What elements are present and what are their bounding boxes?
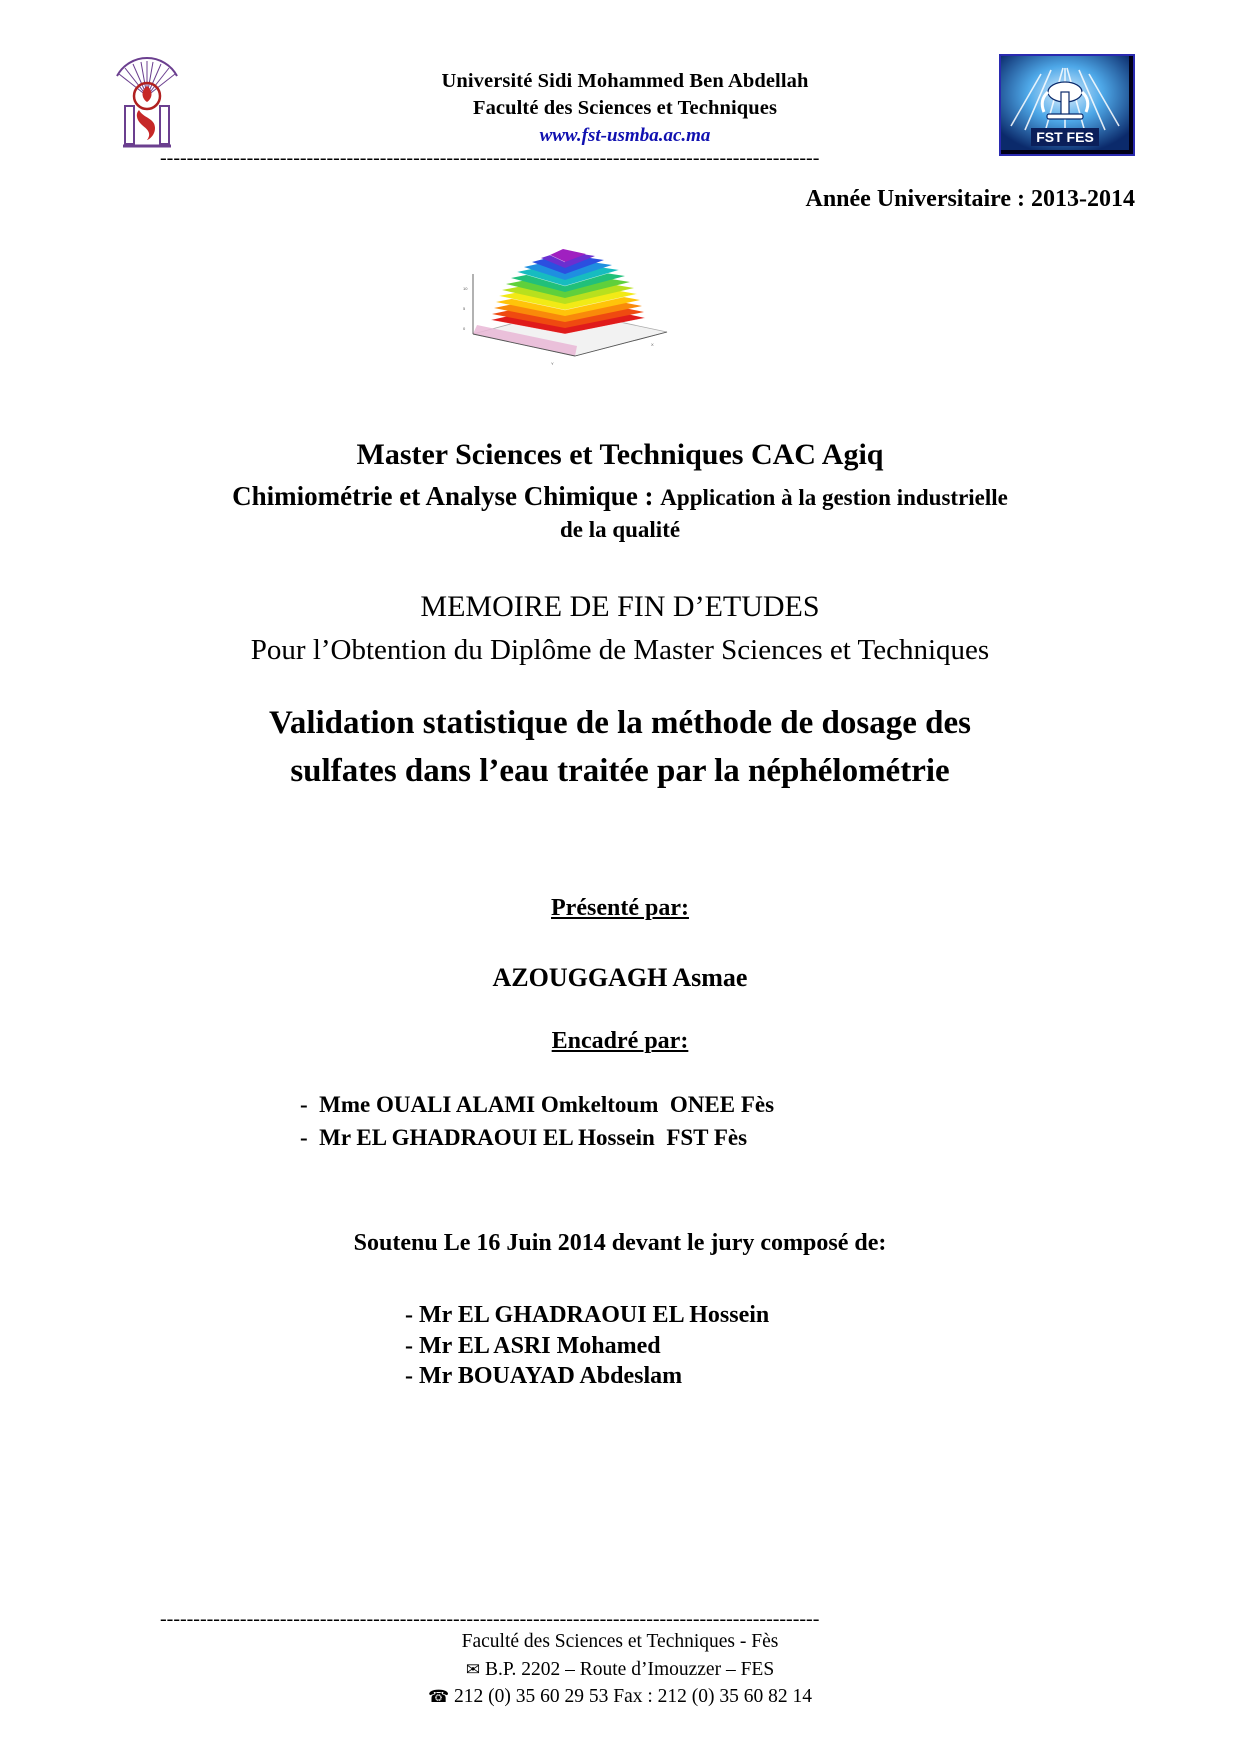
supervisors-list bbox=[300, 1088, 774, 1155]
footer-institution: Faculté des Sciences et Techniques - Fès bbox=[461, 1631, 779, 1652]
header-institution-block bbox=[275, 68, 975, 148]
supervised-by-text: Encadré par: bbox=[551, 1028, 689, 1054]
mail-icon: ✉ bbox=[465, 1659, 481, 1679]
footer-address-row bbox=[0, 1656, 1240, 1684]
list-item: - Mr EL ASRI Mohamed bbox=[405, 1332, 661, 1359]
defense-line: Soutenu Le 16 Juin 2014 devant le jury composé de: bbox=[353, 1230, 887, 1256]
faculty-website-link[interactable]: www.fst-usmba.ac.ma bbox=[539, 125, 711, 147]
page-title-line2: sulfates dans l’eau traitée par la néphélométrie bbox=[290, 752, 950, 789]
presented-by-text: Présenté par: bbox=[551, 895, 689, 921]
svg-text:FST FES: FST FES bbox=[1036, 129, 1094, 145]
footer-divider: --------------------------------------------------------------------------------------------------- bbox=[160, 1608, 820, 1630]
footer-phone: 212 (0) 35 60 29 53 Fax : 212 (0) 35 60 82 14 bbox=[454, 1686, 813, 1708]
program-specialty-strong: Chimiométrie et Analyse Chimique : bbox=[232, 480, 661, 511]
program-block bbox=[110, 435, 1130, 545]
page-header bbox=[105, 52, 1135, 162]
svg-text:5: 5 bbox=[463, 306, 466, 311]
document-type-block bbox=[110, 585, 1130, 671]
document-purpose: Pour l’Obtention du Diplôme de Master Sciences et Techniques bbox=[250, 633, 990, 666]
fst-fes-logo-icon bbox=[999, 54, 1135, 156]
list-item: - Mr BOUAYAD Abdeslam bbox=[405, 1363, 683, 1390]
program-name: Master Sciences et Techniques CAC Agiq bbox=[356, 438, 884, 471]
program-specialty-rest: Application à la gestion industrielle bbox=[660, 484, 1008, 510]
academic-year: Année Universitaire : 2013-2014 bbox=[805, 186, 1135, 212]
page-title-line1: Validation statistique de la méthode de dosage des bbox=[269, 705, 971, 741]
list-item: - Mr EL GHADRAOUI EL Hossein bbox=[405, 1302, 770, 1328]
cover-figure bbox=[455, 228, 685, 368]
program-specialty-cont: de la qualité bbox=[559, 516, 681, 542]
faculty-name: Faculté des Sciences et Techniques bbox=[472, 97, 778, 120]
footer-phone-row bbox=[0, 1683, 1240, 1711]
svg-text:X: X bbox=[651, 342, 654, 347]
jury-list bbox=[405, 1300, 769, 1392]
svg-text:0: 0 bbox=[463, 326, 466, 331]
page-footer bbox=[0, 1628, 1240, 1711]
supervised-by-label bbox=[0, 1028, 1240, 1055]
footer-address: B.P. 2202 – Route d’Imouzzer – FES bbox=[484, 1658, 775, 1680]
document-type: MEMOIRE DE FIN D’ETUDES bbox=[420, 590, 820, 623]
page-title bbox=[120, 700, 1120, 796]
program-specialty bbox=[110, 479, 1130, 515]
svg-text:Y: Y bbox=[551, 361, 554, 366]
author-name: AZOUGGAGH Asmae bbox=[492, 963, 748, 992]
header-divider: --------------------------------------------------------------------------------------------------- bbox=[160, 147, 820, 169]
university-emblem-icon bbox=[105, 52, 189, 156]
university-name: Université Sidi Mohammed Ben Abdellah bbox=[441, 70, 809, 92]
phone-icon: ☎ bbox=[427, 1687, 450, 1707]
list-item: - Mr EL GHADRAOUI EL Hossein FST Fès bbox=[300, 1125, 748, 1151]
svg-text:10: 10 bbox=[463, 286, 468, 291]
list-item: - Mme OUALI ALAMI Omkeltoum ONEE Fès bbox=[300, 1092, 775, 1117]
presented-by-label bbox=[0, 895, 1240, 922]
